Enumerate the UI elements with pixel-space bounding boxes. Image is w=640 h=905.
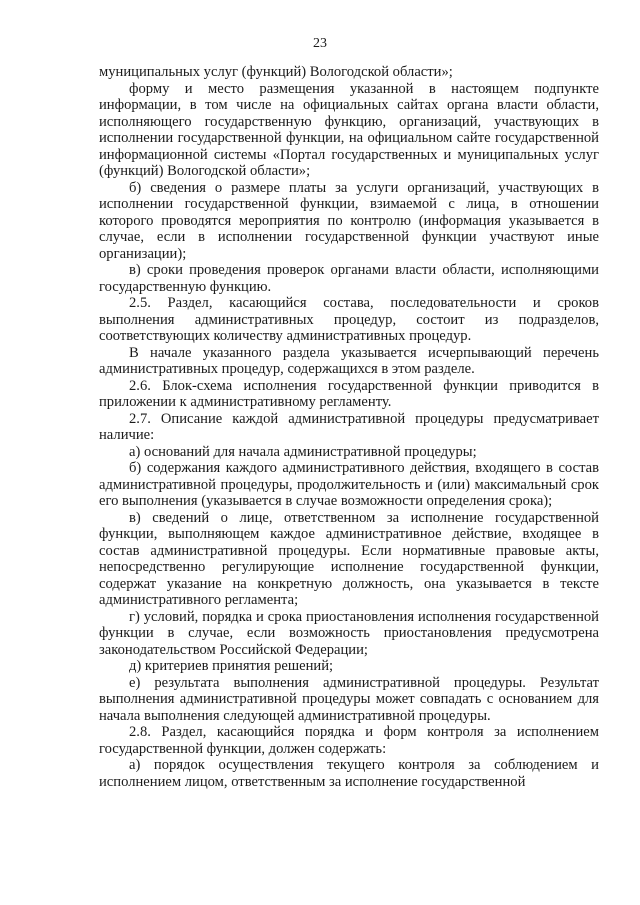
paragraph: в) сроки проведения проверок органами власти области, исполняющими государственную функцию. [99,262,599,295]
paragraph: е) результата выполнения административной процедуры. Результат выполнения административной процедуры может совпадать с основанием для начала выполнения следующей административной процедуры. [99,674,599,724]
paragraph: 2.5. Раздел, касающийся состава, последовательности и сроков выполнения административных процедур, состоит из подразделов, соответствующих количеству административных процедур. [99,295,599,344]
paragraph: 2.7. Описание каждой административной процедуры предусматривает наличие: [99,410,599,443]
page-number: 23 [313,36,327,51]
paragraph: б) содержания каждого административного действия, входящего в состав административной процедуры, продолжительность и (или) максимальный срок его выполнения (указывается в случае возможности определения срока); [99,460,599,509]
paragraph: в) сведений о лице, ответственном за исполнение государственной функции, выполняющем каждое административное действие, входящее в состав административной процедуры. Если нормативные правовые акты, непосредственно регулирующие исполнение государственной функции, содержат указание на конкретную должность, она указывается в тексте административного регламента; [99,509,599,608]
paragraph: а) оснований для начала административной процедуры; [129,443,477,460]
paragraph: а) порядок осуществления текущего контроля за соблюдением и исполнением лицом, ответственным за исполнение государственной [99,757,599,790]
document-body [99,64,599,790]
paragraph: 2.8. Раздел, касающийся порядка и форм контроля за исполнением государственной функции, должен содержать: [99,724,599,757]
paragraph: форму и место размещения указанной в настоящем подпункте информации, в том числе на официальных сайтах органа власти области, исполняющего государственную функцию, организаций, участвующих в исполнении государственной функции, на официальном сайте государственной информационной системы «Портал государственных и муниципальных услуг (функций) Вологодской области»; [99,80,599,179]
paragraph: 2.6. Блок-схема исполнения государственной функции приводится в приложении к административному регламенту. [99,377,599,410]
paragraph: г) условий, порядка и срока приостановления исполнения государственной функции в случае, если возможность приостановления предусмотрена законодательством Российской Федерации; [99,608,599,658]
paragraph: д) критериев принятия решений; [129,658,334,674]
paragraph: б) сведения о размере платы за услуги организаций, участвующих в исполнении государственной функции, взимаемой с лица, в отношении которого проводятся мероприятия по контролю (информация указывается в случае, если в исполнении государственной функции участвуют иные организации); [99,179,599,262]
paragraph: муниципальных услуг (функций) Вологодской области»; [99,64,453,80]
paragraph: В начале указанного раздела указывается исчерпывающий перечень административных процедур, содержащихся в этом разделе. [99,344,599,377]
